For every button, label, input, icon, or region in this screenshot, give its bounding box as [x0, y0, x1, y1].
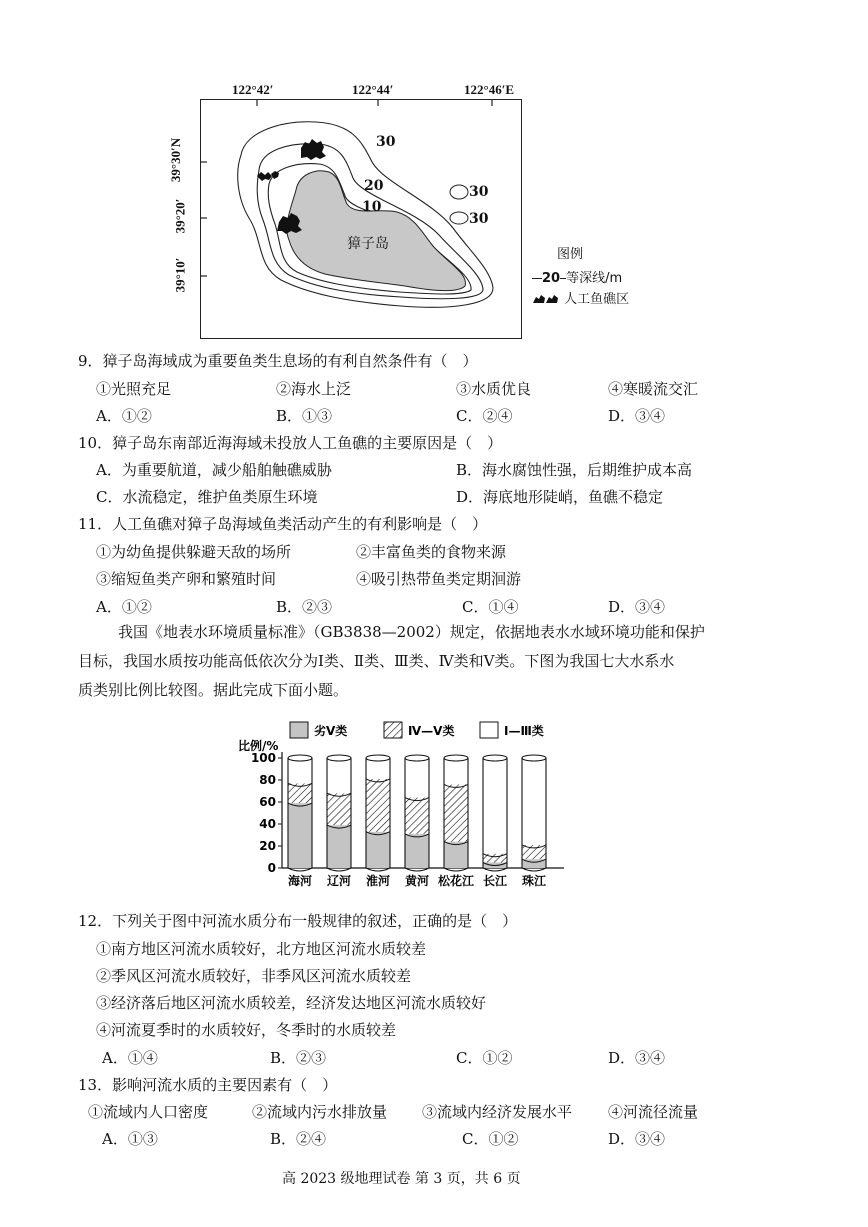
bar-segment: [405, 758, 429, 798]
bar-segment: [444, 842, 468, 868]
q12-item-4: ④河流夏季时的水质较好，冬季时的水质较差: [96, 1021, 397, 1039]
q13-choice-a[interactable]: A．①③: [102, 1130, 158, 1148]
q9-choice-d[interactable]: D．③④: [608, 407, 666, 425]
q13-item-1: ①流域内人口密度: [88, 1103, 209, 1121]
contour-label-30: 30: [376, 134, 396, 150]
bar-top-cap: [327, 755, 351, 761]
map-frame: [200, 99, 522, 339]
q10-choice-a[interactable]: A．为重要航道，减少船舶触礁威胁: [96, 461, 332, 479]
q13-choice-d[interactable]: D．③④: [608, 1130, 666, 1148]
bar-top-cap: [366, 755, 390, 761]
q9-choice-c[interactable]: C．②④: [456, 407, 513, 425]
intro-line-1: 我国《地表水环境质量标准》（GB3838—2002）规定，依据地表水水域环境功能和保护: [118, 623, 705, 641]
q12-item-2: ②季风区河流水质较好，非季风区河流水质较差: [96, 967, 412, 985]
legend-swatch-2: [384, 722, 402, 738]
legend-label-1: 劣Ⅴ类: [314, 724, 348, 738]
intro-line-3: 质类别比例比较图。据此完成下面小题。: [78, 681, 349, 699]
q10-stem: 10．獐子岛东南部近海海域未投放人工鱼礁的主要原因是（ ）: [78, 434, 503, 452]
y-tick-label: 40: [259, 817, 276, 831]
bar-segment: [327, 793, 351, 825]
q11-choice-a[interactable]: A．①②: [96, 598, 152, 616]
y-tick-label: 20: [259, 839, 276, 853]
lon-label-2: 122°44′: [352, 82, 394, 97]
bar-segment: [405, 798, 429, 834]
island-name: 獐子岛: [347, 236, 389, 252]
q11-item-1: ①为幼鱼提供躲避天敌的场所: [96, 543, 292, 561]
contour-label-islet-1: 30: [469, 184, 489, 200]
bar-segment: [288, 758, 312, 783]
bar-segment: [522, 758, 546, 845]
x-category-label: 黄河: [404, 874, 430, 888]
water-quality-chart: [230, 716, 580, 896]
chart-legend: [290, 722, 544, 738]
q13-item-4: ④河流径流量: [608, 1103, 699, 1121]
x-category-label: 松花江: [437, 874, 475, 888]
legend-label-2: Ⅳ—Ⅴ类: [408, 724, 455, 738]
bar-segment: [327, 825, 351, 868]
legend-contour-text: 等深线/m: [566, 271, 623, 286]
bar-top-cap: [444, 755, 468, 761]
legend-label-3: Ⅰ—Ⅲ类: [504, 724, 544, 738]
contour-label-20: 20: [364, 178, 384, 194]
q10-choice-c[interactable]: C．水流稳定，维护鱼类原生环境: [96, 488, 318, 506]
intro-line-2: 目标，我国水质按功能高低依次分为Ⅰ类、Ⅱ类、Ⅲ类、Ⅳ类和Ⅴ类。下图为我国七大水系水: [78, 652, 675, 670]
bar-segment: [366, 832, 390, 868]
q10-choice-b[interactable]: B．海水腐蚀性强，后期维护成本高: [456, 461, 693, 479]
lat-label-1: 39°30′N: [168, 137, 184, 183]
q11-item-4: ④吸引热带鱼类定期洄游: [356, 570, 522, 588]
q13-item-3: ③流域内经济发展水平: [422, 1103, 573, 1121]
q9-stem: 9．獐子岛海域成为重要鱼类生息场的有利自然条件有（ ）: [78, 352, 478, 370]
q13-choice-c[interactable]: C．①②: [462, 1130, 519, 1148]
bar-segment: [444, 758, 468, 784]
bar-segment: [483, 758, 507, 854]
x-category-label: 辽河: [326, 874, 352, 888]
q13-item-2: ②流域内污水排放量: [252, 1103, 388, 1121]
lat-label-3: 39°10′: [172, 257, 188, 293]
reef-area-west: [257, 171, 279, 181]
bar-top-cap: [483, 755, 507, 761]
legend-contour-value: 20: [542, 271, 561, 286]
q11-stem: 11．人工鱼礁对獐子岛海域鱼类活动产生的有利影响是（ ）: [78, 515, 488, 533]
y-tick-label: 0: [267, 861, 276, 875]
reef-area-north: [301, 139, 326, 160]
bar-segment: [522, 845, 546, 859]
x-category-label: 淮河: [365, 874, 391, 888]
contour-label-10: 10: [362, 199, 382, 215]
lon-label-3: 122°46′E: [464, 82, 515, 97]
q12-choice-b[interactable]: B．②③: [270, 1049, 327, 1067]
q13-stem: 13．影响河流水质的主要因素有（ ）: [78, 1076, 338, 1094]
page-footer: 高 2023 级地理试卷 第 3 页，共 6 页: [282, 1171, 521, 1187]
q11-item-3: ③缩短鱼类产卵和繁殖时间: [96, 570, 277, 588]
x-category-label: 珠江: [521, 874, 547, 888]
q9-item-4: ④寒暖流交汇: [608, 380, 699, 398]
q11-choice-d[interactable]: D．③④: [608, 598, 666, 616]
q11-choice-b[interactable]: B．②③: [276, 598, 333, 616]
bar-segment: [288, 803, 312, 868]
bar-segment: [405, 834, 429, 868]
q9-item-3: ③水质优良: [456, 380, 532, 398]
legend-reef-row: [532, 288, 629, 307]
q12-choice-c[interactable]: C．①②: [456, 1049, 513, 1067]
legend-contour-line: [532, 278, 542, 279]
y-tick-label: 80: [259, 773, 276, 787]
lat-label-2: 39°20′: [172, 198, 188, 234]
q9-choice-b[interactable]: B．①③: [276, 407, 333, 425]
y-tick-label: 100: [250, 751, 276, 765]
legend-contour-row: [532, 267, 622, 286]
q12-choice-a[interactable]: A．①④: [102, 1049, 158, 1067]
q12-stem: 12．下列关于图中河流水质分布一般规律的叙述，正确的是（ ）: [78, 912, 518, 930]
legend-reef-text: 人工鱼礁区: [564, 292, 630, 307]
bar-top-cap: [405, 755, 429, 761]
x-category-label: 长江: [482, 874, 508, 888]
bar-segment: [327, 758, 351, 793]
y-axis-label: 比例/%: [238, 739, 279, 753]
bar-top-cap: [522, 755, 546, 761]
q12-choice-d[interactable]: D．③④: [608, 1049, 666, 1067]
q13-choice-b[interactable]: B．②④: [270, 1130, 327, 1148]
lon-label-1: 122°42′: [232, 82, 274, 97]
x-category-label: 海河: [287, 874, 313, 888]
bar-top-cap: [288, 755, 312, 761]
q9-item-1: ①光照充足: [96, 380, 172, 398]
bar-segment: [366, 779, 390, 832]
legend-swatch-1: [290, 722, 308, 738]
contour-label-islet-2: 30: [469, 211, 489, 227]
q9-choice-a[interactable]: A．①②: [96, 407, 152, 425]
reef-symbol-icon: [532, 294, 560, 306]
legend-swatch-3: [480, 722, 498, 738]
bar-segment: [444, 784, 468, 841]
q9-item-2: ②海水上泛: [276, 380, 352, 398]
q10-choice-d[interactable]: D．海底地形陡峭，鱼礁不稳定: [456, 488, 664, 506]
q11-item-2: ②丰富鱼类的食物来源: [356, 543, 507, 561]
q11-choice-c[interactable]: C．①④: [462, 598, 519, 616]
map-legend-title: 图例: [557, 247, 584, 262]
q12-item-1: ①南方地区河流水质较好，北方地区河流水质较差: [96, 940, 427, 958]
y-tick-label: 60: [259, 795, 276, 809]
q12-item-3: ③经济落后地区河流水质较差，经济发达地区河流水质较好: [96, 994, 487, 1012]
